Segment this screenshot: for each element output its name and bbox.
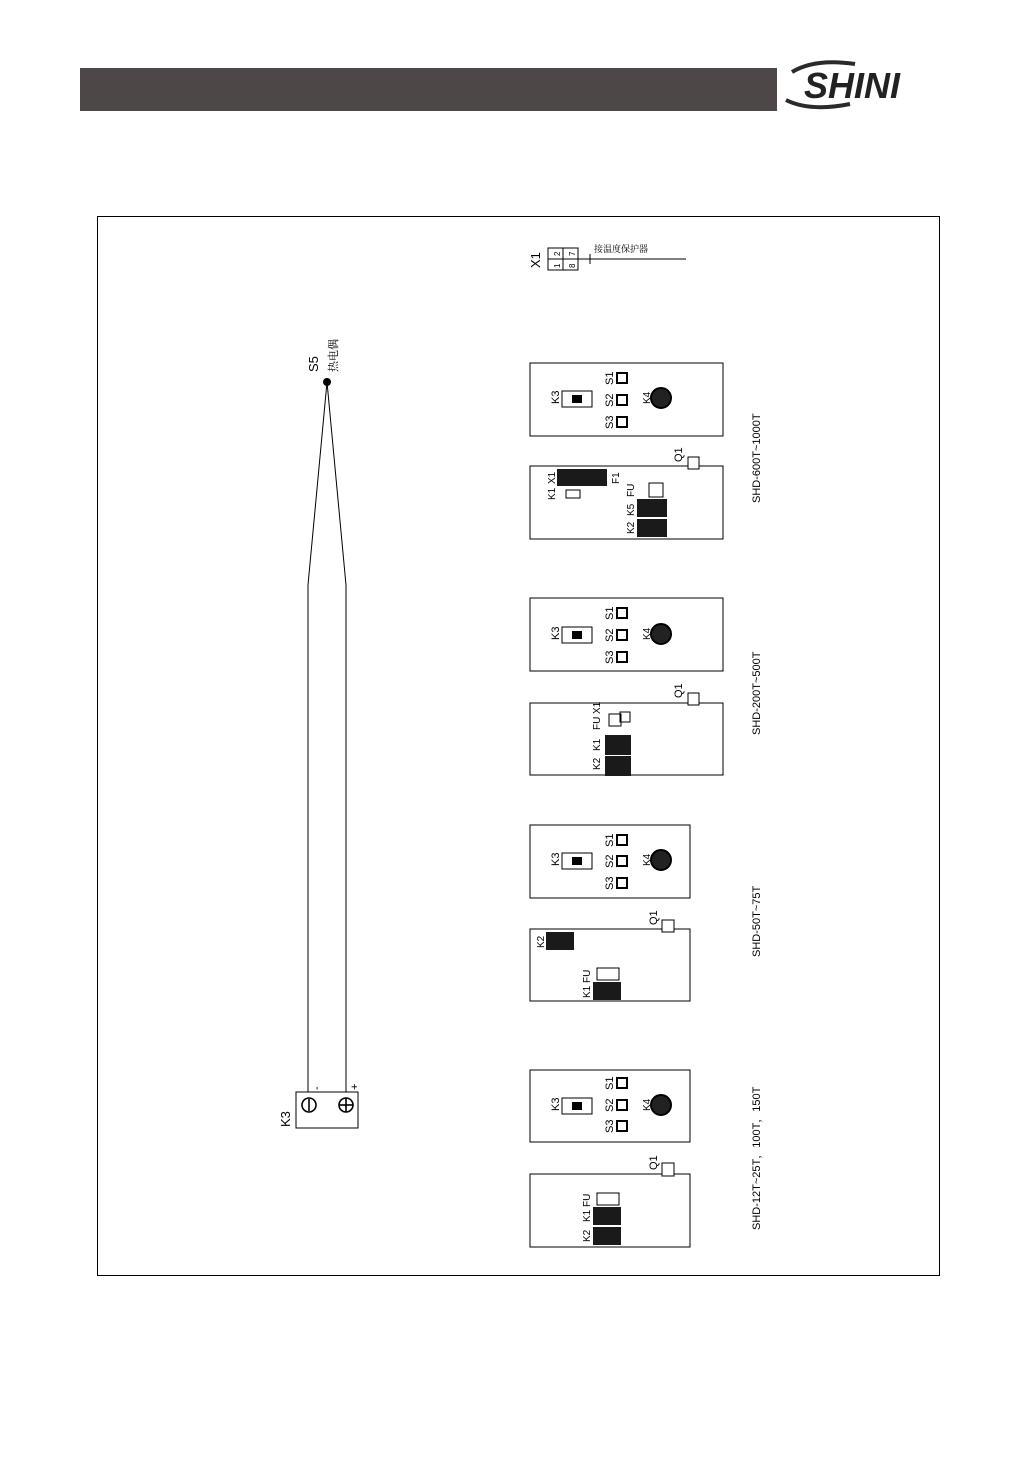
thermocouple-wires	[308, 382, 346, 1092]
x1-terminal	[566, 490, 580, 498]
s1-label: S1	[604, 606, 616, 620]
lower-label: FU	[582, 1193, 593, 1207]
k2-relay	[605, 756, 631, 776]
q1-label: Q1	[673, 683, 685, 698]
q1-breaker	[662, 920, 674, 932]
k1-relay	[593, 1207, 621, 1225]
lower-label: K1	[582, 1209, 593, 1222]
q1-breaker	[688, 457, 699, 469]
x1-connector-label: X1	[528, 252, 543, 268]
q1-label: Q1	[673, 447, 685, 462]
s3-label: S3	[604, 876, 616, 890]
s1-indicator	[617, 373, 627, 383]
x1-caption: 接温度保护器	[594, 245, 649, 255]
s1-indicator	[617, 1078, 627, 1088]
s3-indicator	[617, 1121, 627, 1131]
model-panel-50t-75t	[530, 825, 763, 1001]
model-label: SHD-200T~500T	[751, 651, 763, 735]
fu-fuse	[649, 483, 663, 497]
s3-indicator	[617, 878, 627, 888]
x1-pin: 8	[568, 263, 577, 268]
lower-label: K5	[626, 503, 637, 516]
lower-label: X1	[547, 471, 558, 484]
s1-label: S1	[604, 833, 616, 847]
s2-label: S2	[604, 393, 616, 407]
k4-label: K4	[642, 627, 653, 640]
k1-relay	[605, 735, 631, 755]
s1-label: S1	[604, 371, 616, 385]
x1-k1-terminal-row	[557, 469, 607, 486]
s3-label: S3	[604, 415, 616, 429]
k4-label: K4	[642, 1098, 653, 1111]
k3-minus-label: -	[311, 1086, 323, 1090]
k4-label: K4	[642, 391, 653, 404]
k2-relay	[593, 1227, 621, 1245]
lower-label: K2	[592, 757, 603, 770]
k3-label: K3	[550, 852, 562, 866]
plus-terminal-icon	[339, 1098, 353, 1112]
s3-indicator	[617, 417, 627, 427]
k3-label: K3	[550, 1097, 562, 1111]
s3-indicator	[617, 652, 627, 662]
s2-indicator	[617, 630, 627, 640]
thermocouple-caption: 热电偶	[327, 339, 340, 372]
lower-label: FU	[626, 483, 637, 497]
q1-label: Q1	[648, 1155, 660, 1170]
s2-label: S2	[604, 1098, 616, 1112]
k2-relay	[546, 932, 574, 950]
k3-label: K3	[550, 390, 562, 404]
lower-label: K1	[592, 738, 603, 751]
s3-label: S3	[604, 1119, 616, 1133]
q1-breaker	[688, 693, 699, 705]
k3-terminal-label: K3	[278, 1111, 293, 1127]
k4-button-icon	[651, 1095, 671, 1115]
k4-label: K4	[642, 853, 653, 866]
fu-fuse	[597, 968, 619, 980]
k5-relay	[637, 499, 667, 517]
s2-label: S2	[604, 628, 616, 642]
k4-button-icon	[651, 388, 671, 408]
lower-label: X1	[592, 701, 603, 714]
s1-label: S1	[604, 1076, 616, 1090]
k3-label: K3	[550, 626, 562, 640]
s2-indicator	[617, 1100, 627, 1110]
fu-fuse	[609, 714, 621, 726]
lower-label: K1	[547, 487, 558, 500]
lower-label: K2	[626, 521, 637, 534]
s1-indicator	[617, 608, 627, 618]
s2-indicator	[617, 395, 627, 405]
minus-terminal-icon	[302, 1098, 316, 1112]
s3-label: S3	[604, 650, 616, 664]
model-label: SHD-50T~75T	[751, 885, 763, 957]
lower-label: K1	[582, 985, 593, 998]
lower-label: FU	[592, 716, 603, 730]
lower-label: K2	[536, 935, 547, 948]
x1-pin: 2	[553, 251, 562, 256]
s2-label: S2	[604, 854, 616, 868]
logo-text: SHINI	[804, 65, 901, 106]
x1-pin: 1	[553, 263, 562, 268]
x1-pin: 7	[568, 251, 577, 256]
k4-button-icon	[651, 624, 671, 644]
model-panel-12t-25t	[530, 1070, 763, 1247]
k4-button-icon	[651, 850, 671, 870]
k1-relay	[593, 982, 621, 1000]
model-label: SHD-12T~25T，100T，150T	[751, 1086, 763, 1230]
model-panel-600t-1000t	[530, 363, 763, 539]
s2-indicator	[617, 856, 627, 866]
model-panel-200t-500t	[530, 598, 763, 776]
q1-breaker	[662, 1163, 674, 1176]
k3-plus-label: +	[349, 1083, 361, 1090]
lower-label: F1	[611, 472, 622, 484]
s1-indicator	[617, 835, 627, 845]
lower-label: K2	[582, 1229, 593, 1242]
lower-label: FU	[582, 969, 593, 983]
model-label: SHD-600T~1000T	[751, 413, 763, 503]
k2-relay	[637, 519, 667, 537]
fu-fuse	[597, 1193, 619, 1205]
q1-label: Q1	[648, 910, 660, 925]
thermocouple-label: S5	[306, 356, 321, 372]
